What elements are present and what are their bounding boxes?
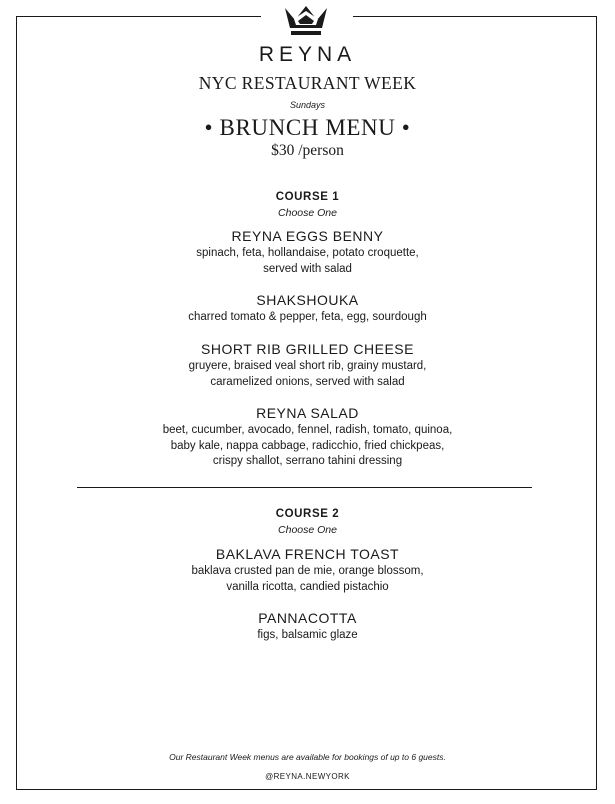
menu-day: Sundays	[289, 100, 326, 110]
event-title: NYC RESTAURANT WEEK	[198, 73, 417, 93]
dish-description: baklava crusted pan de mie, orange blossom, vanilla ricotta, candied pistachio	[191, 565, 424, 593]
menu-title: • BRUNCH MENU •	[204, 115, 411, 140]
dish-name: BAKLAVA FRENCH TOAST	[215, 546, 400, 562]
dish-name: PANNACOTTA	[258, 610, 357, 626]
dish-name: SHAKSHOUKA	[256, 292, 359, 308]
course-1-title: COURSE 1	[275, 191, 340, 203]
dish-name: REYNA EGGS BENNY	[231, 228, 384, 244]
course-2-title: COURSE 2	[275, 508, 340, 520]
crown-icon	[283, 4, 329, 38]
course-2-subtitle: Choose One	[278, 524, 337, 536]
dish-description: spinach, feta, hollandaise, potato croquette, served with salad	[196, 247, 419, 275]
dish-description: beet, cucumber, avocado, fennel, radish, tomato, quinoa, baby kale, nappa cabbage, radicchio, fried chickpeas, crispy shallot, serrano tahini dressing	[162, 424, 453, 467]
dish-description: gruyere, braised veal short rib, grainy mustard, caramelized onions, served with salad	[188, 360, 427, 388]
social-handle: @REYNA.NEWYORK	[265, 772, 350, 781]
dish-name: REYNA SALAD	[256, 405, 359, 421]
course-1-subtitle: Choose One	[278, 207, 337, 219]
booking-note: Our Restaurant Week menus are available for bookings of up to 6 guests.	[169, 752, 446, 762]
brand-name: REYNA	[258, 43, 357, 66]
dish-description: figs, balsamic glaze	[257, 629, 358, 641]
menu-price: $30 /person	[271, 142, 344, 159]
dish-description: charred tomato & pepper, feta, egg, sourdough	[188, 311, 427, 323]
course-divider	[77, 487, 532, 488]
dish-name: SHORT RIB GRILLED CHEESE	[201, 341, 414, 357]
